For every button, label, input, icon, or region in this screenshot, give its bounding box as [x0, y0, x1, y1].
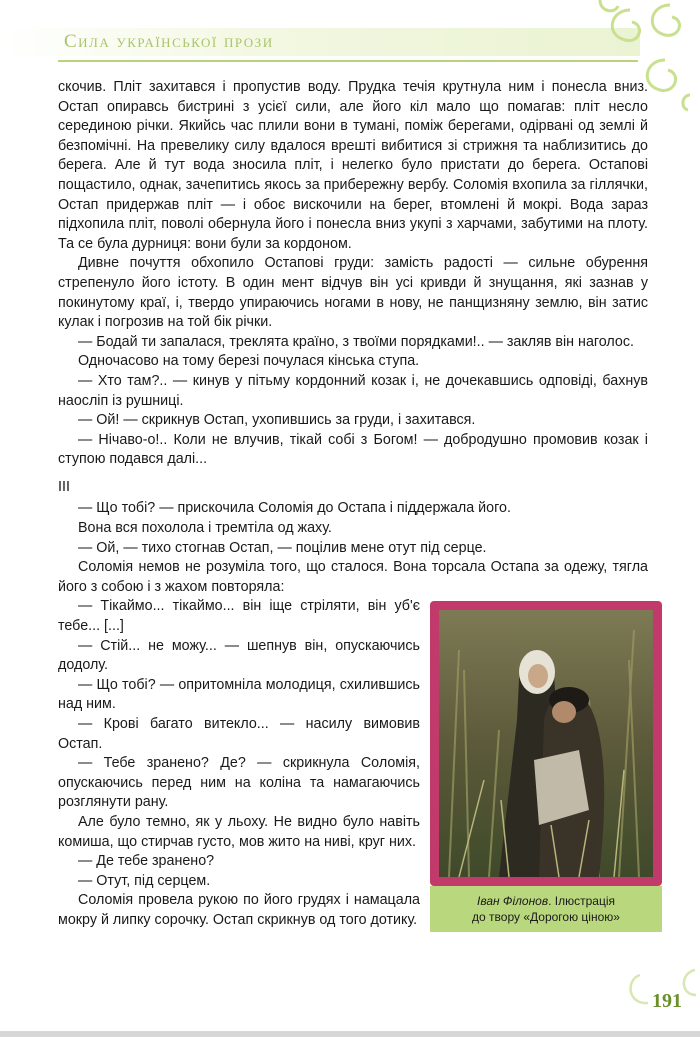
paragraph: Дивне почуття обхопило Остапові груди: замість радості — сильне обурення стрепенуло його істоту. В один мент відчув він усі кривди й знущання, які зазнав у покинутому краї, і, твердо упираючись ногами в нову, не панщизняну землю, він затис кулак і погрозив на той бік річки. — [58, 255, 648, 331]
section-number: III — [58, 478, 70, 495]
illustration-figure — [430, 601, 662, 931]
caption-rest: . Ілюстрація — [548, 894, 616, 909]
paragraph: — Де тебе зранено? — [78, 853, 215, 870]
paragraph: — Що тобі? — опритомніла молодиця, схилившись над ним. — [58, 676, 420, 713]
paragraph: — Тебе зранено? Де? — скрикнула Соломія, опускаючись перед ним на коліна та намагаючись розглянути рану. — [58, 755, 420, 811]
illustration-painting — [439, 610, 653, 877]
paragraph: — Стій... не можу... — шепнув він, опускаючись додолу. — [58, 637, 420, 674]
paragraph: Але було темно, як у льоху. Не видно було навіть комиша, що стирчав густо, мов жито на ниві, круг них. — [58, 813, 420, 850]
paragraph: — Нічаво-о!.. Коли не влучив, тікай собі з Богом! — добродушно промовив козак і ступою подався далі... — [58, 431, 648, 468]
paragraph: Соломія провела рукою по його грудях і намацала мокру й липку сорочку. Остап скрикнув од того дотику. — [58, 892, 420, 928]
running-title: Сила української прози — [64, 31, 274, 52]
paragraph: — Отут, під серцем. — [78, 872, 211, 889]
body-text — [58, 78, 648, 935]
paragraph: — Ой, — тихо стогнав Остап, — поцілив мене отут під серце. — [78, 539, 487, 556]
paragraph: — Крові багато витекло... — насилу вимовив Остап. — [58, 716, 420, 752]
paragraph: — Тікаймо... тікаймо... він іще стріляти, він уб'є тебе... [...] — [58, 598, 420, 635]
paragraph: — Що тобі? — прискочила Соломія до Остапа і піддержала його. — [78, 500, 511, 517]
paragraph: Соломія немов не розуміла того, що сталося. Вона торсала Остапа за одежу, тягла його з собою і з жахом повторяла: — [58, 559, 648, 595]
caption-artist: Іван Філонов — [476, 894, 549, 909]
paragraph: — Бодай ти запалася, треклята країно, з твоїми порядками!.. — закляв він наголос. — [78, 333, 635, 350]
paragraph: скочив. Пліт захитався і пропустив воду. Прудка течія крутнула ним і понесла вниз. Остап опиравсь бистрині з усієї сили, але його кіл мало що помагав: пліт несло серединою річки. Якийсь час плили вони в тумані, поміж берегами, одірвані од землі й безпомічні. На превелику силу вдалося врешті вибитися зі стрижня та наблизитись до берега. Але й тут вода зносила пліт, і нелегко було пристати до берега. Остапові пощастило, однак, зачепитись якось за прибережну вербу. Соломія вхопила за гіллячки, Остап придержав пліт — і обоє вискочили на берег, втомлені й мокрі. Вода зараз підхопила пліт, поволі обернула його і понесла вниз укупі з харчами, забутими на плоту. Та се була дурниця: вони були за кордоном. — [58, 79, 648, 252]
paragraph: Вона вся похолола і тремтіла од жаху. — [78, 520, 332, 537]
illustration-frame — [430, 601, 662, 886]
paragraph: — Ой! — скрикнув Остап, ухопившись за груди, і захитався. — [78, 412, 476, 429]
caption-line2: до твору «Дорогою ціною» — [472, 910, 620, 925]
paragraph: — Хто там?.. — кинув у пітьму кордонний козак і, не дочекавшись одповіді, бахнув наосліп із рушниці. — [58, 372, 648, 409]
illustration-caption — [430, 886, 662, 932]
header-rule — [58, 60, 638, 62]
paragraph: Одночасово на тому березі почулася кінська ступа. — [78, 353, 420, 370]
page-number: 191 — [652, 990, 682, 1012]
footer-rule — [0, 1031, 700, 1037]
